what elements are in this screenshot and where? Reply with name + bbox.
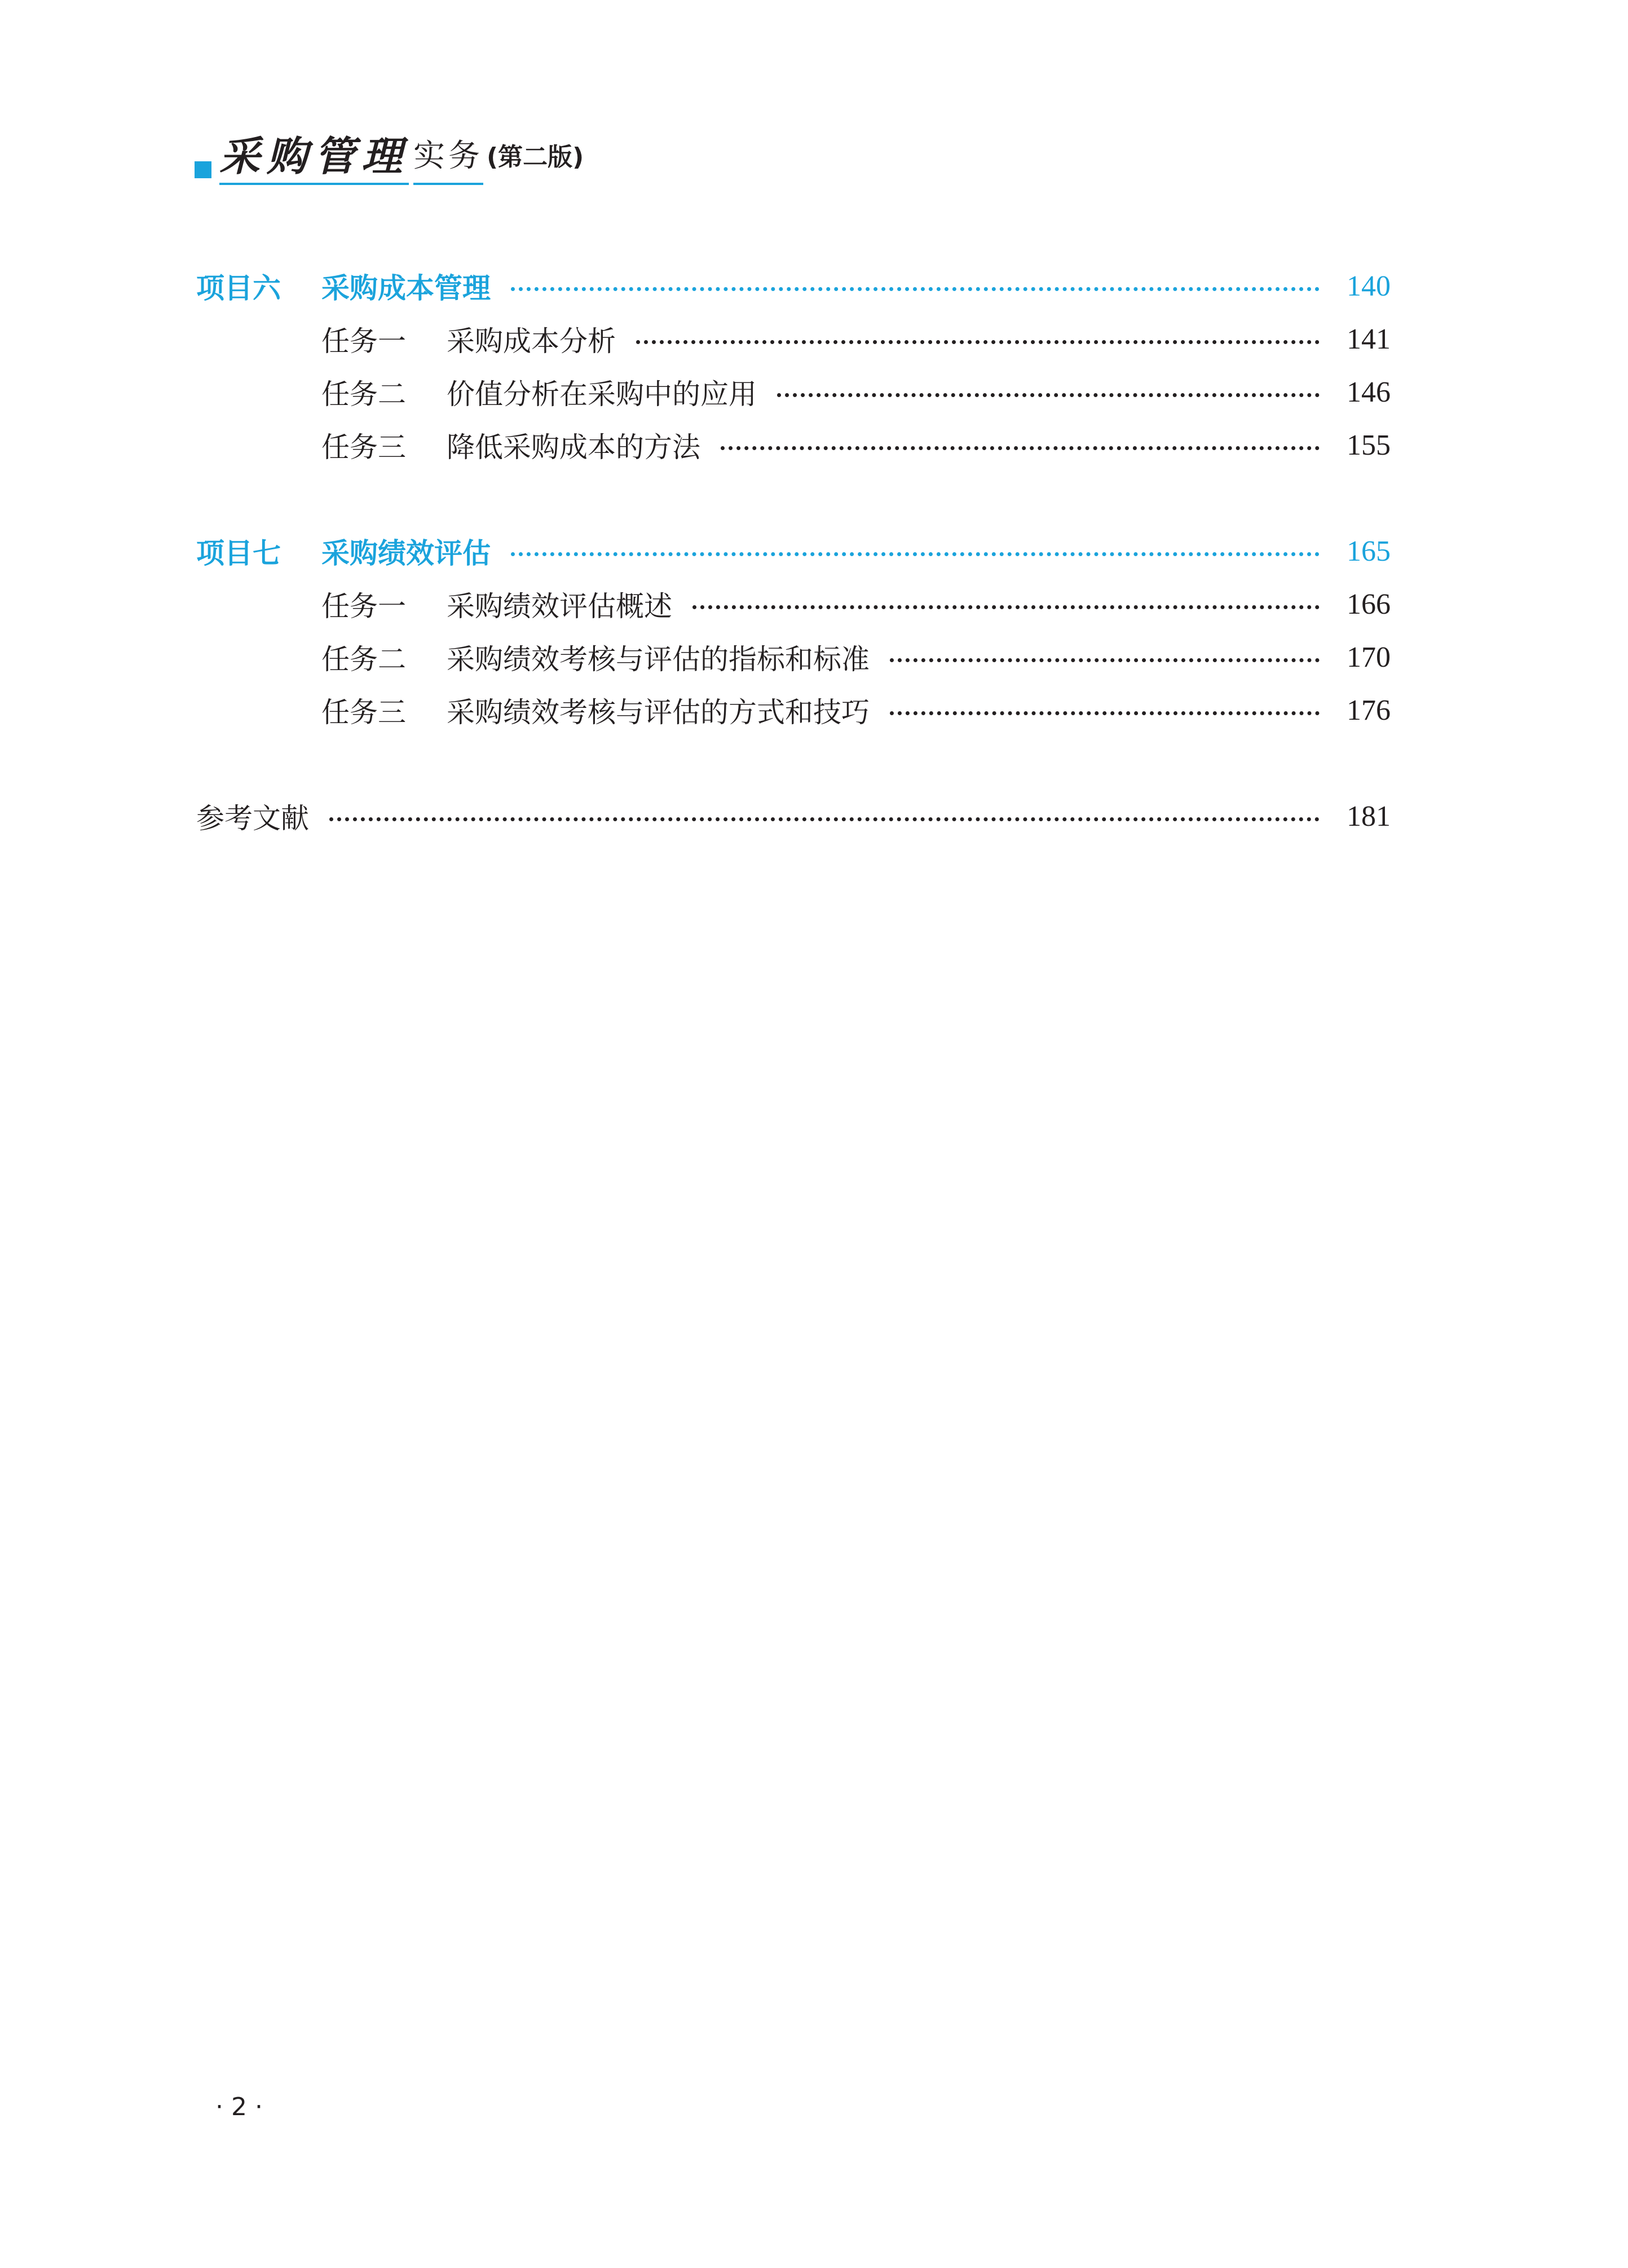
toc-page-number: 181 — [1347, 800, 1391, 833]
toc-page-number: 170 — [1347, 641, 1391, 673]
toc-references[interactable] — [196, 790, 1391, 843]
toc-page-number: 146 — [1347, 376, 1391, 408]
toc-task[interactable] — [196, 419, 1391, 472]
table-of-contents — [196, 259, 1391, 843]
toc-dot-leader — [636, 340, 1320, 344]
toc-project-number: 项目七 — [196, 537, 281, 570]
toc-task-number: 任务二 — [321, 378, 406, 411]
toc-dot-leader — [692, 605, 1320, 609]
toc-dot-leader — [511, 552, 1320, 556]
toc-project-title: 采购绩效评估 — [321, 537, 491, 570]
toc-task-number: 任务三 — [321, 696, 406, 729]
toc-task-title: 采购绩效评估概述 — [447, 590, 672, 623]
toc-dot-leader — [329, 817, 1320, 821]
toc-task[interactable] — [196, 312, 1391, 365]
toc-task[interactable] — [196, 684, 1391, 737]
toc-page-number: 176 — [1347, 694, 1391, 726]
toc-spacer — [196, 472, 1391, 525]
header-square-icon — [195, 161, 211, 178]
toc-task-number: 任务一 — [321, 325, 406, 358]
toc-task[interactable] — [196, 578, 1391, 631]
toc-project-title: 采购成本管理 — [321, 272, 491, 305]
toc-dot-leader — [890, 711, 1320, 715]
toc-page-number: 165 — [1347, 535, 1391, 567]
toc-task[interactable] — [196, 631, 1391, 684]
running-header — [195, 129, 584, 185]
toc-dot-leader — [890, 658, 1320, 662]
toc-task-number: 任务一 — [321, 590, 406, 623]
toc-page-number: 141 — [1347, 323, 1391, 355]
toc-page-number: 166 — [1347, 588, 1391, 620]
toc-task-number: 任务二 — [321, 643, 406, 676]
toc-project-number: 项目六 — [196, 272, 281, 305]
toc-project-7[interactable] — [196, 525, 1391, 578]
toc-task-title: 采购绩效考核与评估的指标和标准 — [447, 643, 870, 676]
book-title: 采购管理 — [219, 131, 409, 185]
toc-project-6[interactable] — [196, 259, 1391, 312]
toc-task-title: 降低采购成本的方法 — [447, 431, 700, 464]
toc-task-title: 价值分析在采购中的应用 — [447, 378, 757, 411]
toc-page-number: 140 — [1347, 270, 1391, 302]
toc-task[interactable] — [196, 365, 1391, 419]
toc-references-title: 参考文献 — [196, 802, 309, 835]
book-edition: (第二版) — [487, 143, 584, 171]
toc-task-number: 任务三 — [321, 431, 406, 464]
toc-dot-leader — [511, 287, 1320, 291]
toc-dot-leader — [777, 393, 1320, 397]
toc-spacer — [196, 737, 1391, 790]
book-title-suffix: 实务 — [413, 131, 483, 185]
page-number: · 2 · — [215, 2093, 263, 2121]
toc-dot-leader — [721, 446, 1320, 450]
toc-page-number: 155 — [1347, 429, 1391, 461]
toc-task-title: 采购成本分析 — [447, 325, 616, 358]
toc-task-title: 采购绩效考核与评估的方式和技巧 — [447, 696, 870, 729]
